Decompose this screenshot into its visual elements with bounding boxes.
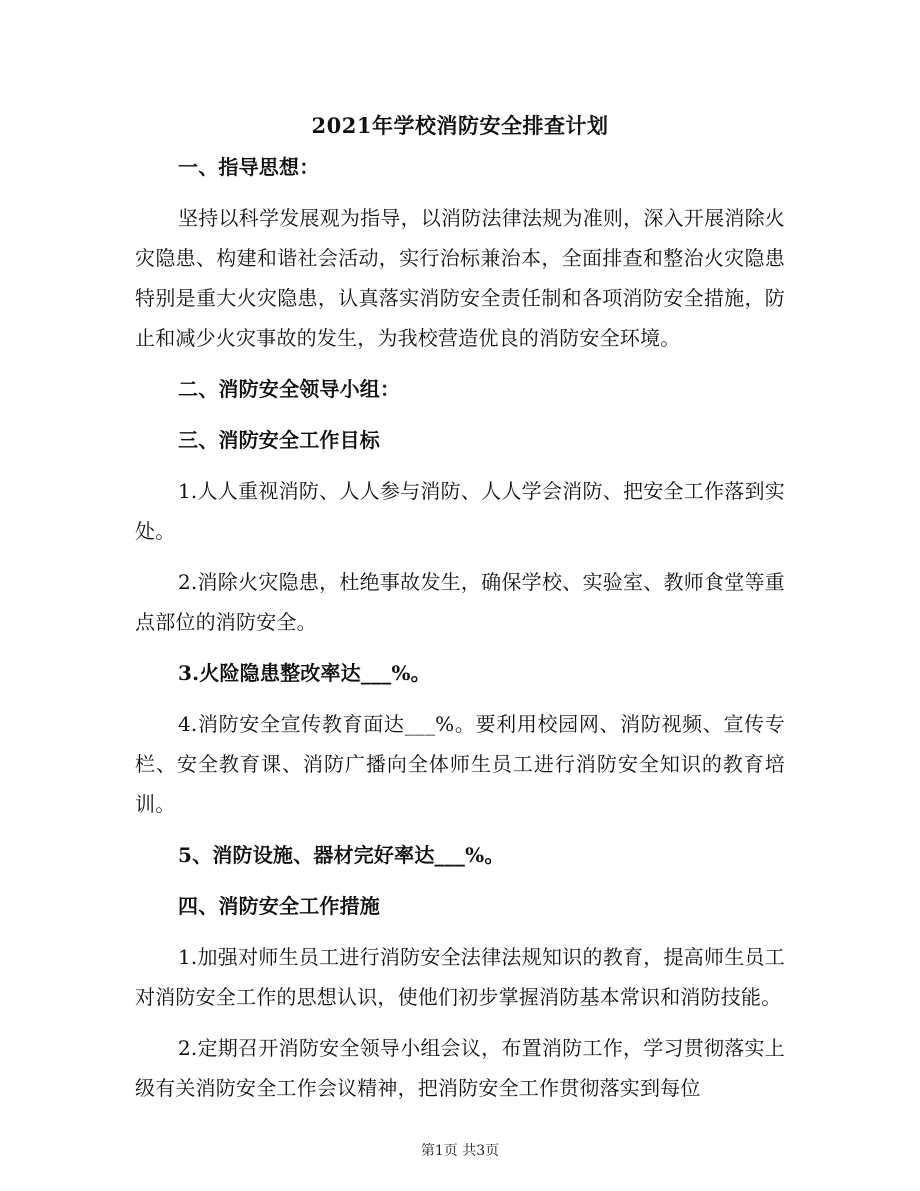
section-heading-guiding-thought: 一、指导思想： — [178, 155, 320, 179]
paragraph-guiding-thought: 坚持以科学发展观为指导，以消防法律法规为准则，深入开展消除火灾隐患、构建和谐社会活动，实行治标兼治本，全面排查和整治火灾隐患特别是重大火灾隐患，认真落实消防安全责任制和各项消防安全措施，防止和减少火灾事故的发生，为我校营造优良的消防安全环境。 — [135, 206, 785, 350]
document-title: 2021年学校消防安全排查计划 — [311, 113, 609, 138]
section-heading-work-goals: 三、消防安全工作目标 — [178, 428, 380, 452]
page-number-footer: 第1页 共3页 — [420, 1143, 500, 1159]
goal-item-5: 5、消防设施、器材完好率达___%。 — [178, 843, 505, 867]
goal-item-4: 4.消防安全宣传教育面达___%。要利用校园网、消防视频、宣传专栏、安全教育课、消防广播向全体师生员工进行消防安全知识的教育培训。 — [135, 712, 785, 816]
measure-item-1: 1.加强对师生员工进行消防安全法律法规知识的教育，提高师生员工对消防安全工作的思想认识，使他们初步掌握消防基本常识和消防技能。 — [135, 945, 785, 1009]
goal-item-1: 1.人人重视消防、人人参与消防、人人学会消防、把安全工作落到实处。 — [135, 479, 785, 543]
measure-item-2: 2.定期召开消防安全领导小组会议，布置消防工作，学习贯彻落实上级有关消防安全工作会议精神，把消防安全工作贯彻落实到每位 — [135, 1036, 785, 1100]
document-body — [135, 147, 785, 1119]
section-heading-work-measures: 四、消防安全工作措施 — [178, 894, 380, 918]
section-heading-leadership-group: 二、消防安全领导小组： — [178, 377, 401, 401]
goal-item-3: 3.火险隐患整改率达___%。 — [178, 661, 431, 685]
goal-item-2: 2.消除火灾隐患，杜绝事故发生，确保学校、实验室、教师食堂等重点部位的消防安全。 — [135, 570, 785, 634]
